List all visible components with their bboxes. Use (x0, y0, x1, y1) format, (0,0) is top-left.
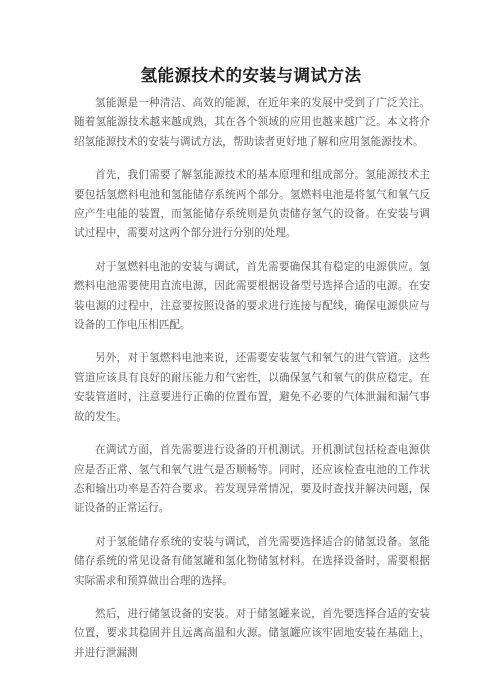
paragraph: 然后，进行储氢设备的安装。对于储氢罐来说，首先要选择合适的安装位置，要求其稳固并且远离高温和火源。储氢罐应该牢固地安装在基础上，并进行泄漏测 (74, 607, 430, 659)
paragraph: 氢能源是一种清洁、高效的能源，在近年来的发展中受到了广泛关注。随着氢能源技术越来越成熟，其在各个领域的应用也越来越广泛。本文将介绍氢能源技术的安装与调试方法，帮助读者更好地了解和应用氢能源技术。 (74, 97, 430, 148)
paragraph: 首先，我们需要了解氢能源技术的基本原理和组成部分。氢能源技术主要包括氢燃料电池和氢能储存系统两个部分。氢燃料电池是将氢气和氧气反应产生电能的装置，而氢能储存系统则是负责储存氢气的设备。在安装与调试过程中，需要对这两个部分进行分别的处理。 (74, 169, 430, 240)
paragraph: 在调试方面，首先需要进行设备的开机测试。开机测试包括检查电源供应是否正常、氢气和氧气进气是否顺畅等。同时，还应该检查电池的工作状态和输出功率是否符合要求。若发现异常情况，要及时查找并解决问题，保证设备的正常运行。 (74, 444, 430, 515)
paragraph: 另外，对于氢燃料电池来说，还需要安装氢气和氧气的进气管道。这些管道应该具有良好的耐压能力和气密性，以确保氢气和氧气的供应稳定。在安装管道时，注意要进行正确的位置布置，避免不必要的气体泄漏和漏气事故的发生。 (74, 352, 430, 423)
document-title: 氢能源技术的安装与调试方法 (140, 66, 362, 85)
paragraph: 对于氢能储存系统的安装与调试，首先需要选择适合的储氢设备。氢能储存系统的常见设备有储氢罐和氢化物储氢材料。在选择设备时，需要根据实际需求和预算做出合理的选择。 (74, 535, 430, 587)
paragraph: 对于氢燃料电池的安装与调试，首先需要确保其有稳定的电源供应。氢燃料电池需要使用直流电源，因此需要根据设备型号选择合适的电源。在安装电源的过程中，注意要按照设备的要求进行连接与配线，确保电源供应与设备的工作电压相匹配。 (74, 260, 430, 332)
document-body (74, 94, 430, 677)
